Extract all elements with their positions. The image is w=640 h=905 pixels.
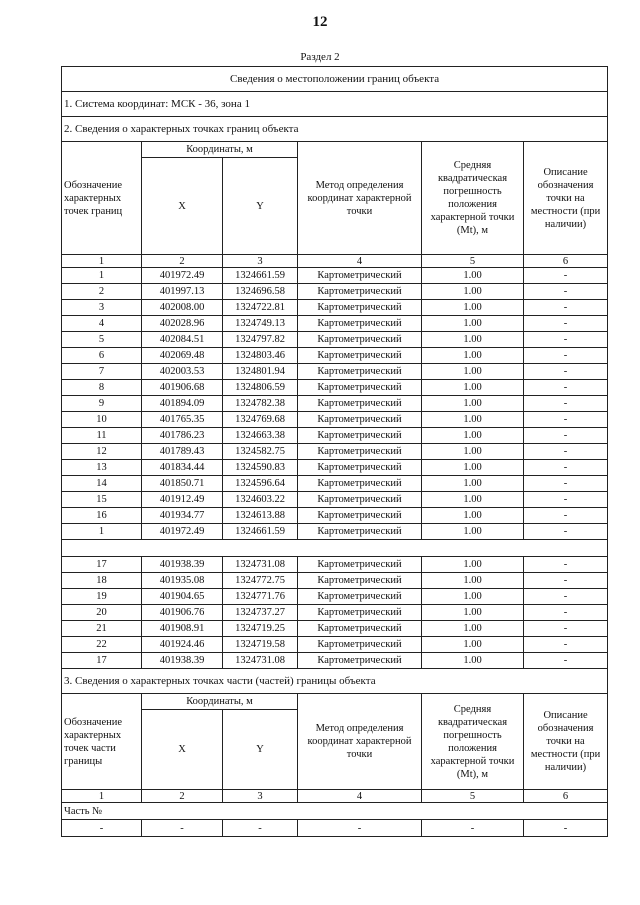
- method-cell: Картометрический: [298, 460, 422, 476]
- description-cell: -: [524, 605, 608, 621]
- table-row: [62, 316, 608, 332]
- table-row: [62, 653, 608, 669]
- contour-separator-row: [62, 540, 608, 557]
- method-cell: Картометрический: [298, 621, 422, 637]
- description-cell: -: [524, 637, 608, 653]
- method-cell: Картометрический: [298, 412, 422, 428]
- empty-cell: -: [422, 820, 524, 837]
- y-coordinate: 1324661.59: [223, 268, 298, 284]
- coord-system-text: 1. Система координат: МСК - 36, зона 1: [62, 92, 608, 117]
- method-cell: Картометрический: [298, 284, 422, 300]
- y-coordinate: 1324797.82: [223, 332, 298, 348]
- mt-cell: 1.00: [422, 300, 524, 316]
- y-coordinate: 1324582.75: [223, 444, 298, 460]
- y-coordinate: 1324590.83: [223, 460, 298, 476]
- method-cell: Картометрический: [298, 332, 422, 348]
- empty-cell: -: [524, 820, 608, 837]
- parts-header-coordinates: Координаты, м: [142, 694, 298, 710]
- header-x: X: [142, 158, 223, 255]
- method-cell: Картометрический: [298, 589, 422, 605]
- point-number: 11: [62, 428, 142, 444]
- mt-cell: 1.00: [422, 460, 524, 476]
- x-coordinate: 402008.00: [142, 300, 223, 316]
- point-number: 8: [62, 380, 142, 396]
- x-coordinate: 401850.71: [142, 476, 223, 492]
- column-number: 4: [298, 255, 422, 268]
- header-method: Метод определения координат характерной точки: [298, 142, 422, 255]
- x-coordinate: 401938.39: [142, 557, 223, 573]
- point-number: 21: [62, 621, 142, 637]
- boundary-table: [61, 66, 608, 837]
- method-cell: Картометрический: [298, 348, 422, 364]
- x-coordinate: 401972.49: [142, 268, 223, 284]
- point-number: 15: [62, 492, 142, 508]
- y-coordinate: 1324719.25: [223, 621, 298, 637]
- parts-header-mt: Средняя квадратическая погрешность положения характерной точки (Mt), м: [422, 694, 524, 790]
- y-coordinate: 1324603.22: [223, 492, 298, 508]
- x-coordinate: 401924.46: [142, 637, 223, 653]
- parts-header-x: X: [142, 710, 223, 790]
- point-number: 12: [62, 444, 142, 460]
- point-number: 10: [62, 412, 142, 428]
- method-cell: Картометрический: [298, 557, 422, 573]
- y-coordinate: 1324596.64: [223, 476, 298, 492]
- mt-cell: 1.00: [422, 380, 524, 396]
- mt-cell: 1.00: [422, 573, 524, 589]
- parts-header-description: Описание обозначения точки на местности (при наличии): [524, 694, 608, 790]
- description-cell: -: [524, 557, 608, 573]
- column-number: 1: [62, 255, 142, 268]
- header-coordinates: Координаты, м: [142, 142, 298, 158]
- column-number: 6: [524, 790, 608, 803]
- table-row: [62, 364, 608, 380]
- table-title: Сведения о местоположении границ объекта: [62, 67, 608, 92]
- x-coordinate: 401906.68: [142, 380, 223, 396]
- x-coordinate: 401935.08: [142, 573, 223, 589]
- table-row: [62, 508, 608, 524]
- y-coordinate: 1324696.58: [223, 284, 298, 300]
- mt-cell: 1.00: [422, 476, 524, 492]
- description-cell: -: [524, 573, 608, 589]
- point-number: 17: [62, 557, 142, 573]
- mt-cell: 1.00: [422, 637, 524, 653]
- y-coordinate: 1324737.27: [223, 605, 298, 621]
- mt-cell: 1.00: [422, 653, 524, 669]
- point-number: 14: [62, 476, 142, 492]
- y-coordinate: 1324749.13: [223, 316, 298, 332]
- y-coordinate: 1324769.68: [223, 412, 298, 428]
- y-coordinate: 1324719.58: [223, 637, 298, 653]
- description-cell: -: [524, 396, 608, 412]
- description-cell: -: [524, 332, 608, 348]
- table-row: [62, 332, 608, 348]
- table-row: [62, 268, 608, 284]
- table-row: [62, 284, 608, 300]
- header-description: Описание обозначения точки на местности (при наличии): [524, 142, 608, 255]
- method-cell: Картометрический: [298, 476, 422, 492]
- point-number: 7: [62, 364, 142, 380]
- x-coordinate: 402003.53: [142, 364, 223, 380]
- method-cell: Картометрический: [298, 316, 422, 332]
- table-row: [62, 605, 608, 621]
- description-cell: -: [524, 268, 608, 284]
- page-number: 12: [312, 14, 328, 30]
- point-number: 3: [62, 300, 142, 316]
- method-cell: Картометрический: [298, 364, 422, 380]
- point-number: 22: [62, 637, 142, 653]
- x-coordinate: 401894.09: [142, 396, 223, 412]
- method-cell: Картометрический: [298, 428, 422, 444]
- column-number: 3: [223, 255, 298, 268]
- empty-cell: -: [223, 820, 298, 837]
- method-cell: Картометрический: [298, 637, 422, 653]
- method-cell: Картометрический: [298, 524, 422, 540]
- section3-title: 3. Сведения о характерных точках части (частей) границы объекта: [62, 669, 608, 694]
- section2-title-row: [62, 117, 608, 142]
- description-cell: -: [524, 492, 608, 508]
- x-coordinate: 401765.35: [142, 412, 223, 428]
- table-row: [62, 524, 608, 540]
- empty-cell: -: [62, 820, 142, 837]
- method-cell: Картометрический: [298, 396, 422, 412]
- column-number: 2: [142, 790, 223, 803]
- table-row: [62, 557, 608, 573]
- x-coordinate: 401786.23: [142, 428, 223, 444]
- point-number: 2: [62, 284, 142, 300]
- mt-cell: 1.00: [422, 348, 524, 364]
- y-coordinate: 1324803.46: [223, 348, 298, 364]
- description-cell: -: [524, 460, 608, 476]
- y-coordinate: 1324731.08: [223, 653, 298, 669]
- method-cell: Картометрический: [298, 492, 422, 508]
- empty-cell: -: [142, 820, 223, 837]
- contour-separator: [62, 540, 608, 557]
- column-number: 5: [422, 790, 524, 803]
- header-row-1: [62, 142, 608, 158]
- x-coordinate: 401908.91: [142, 621, 223, 637]
- point-number: 17: [62, 653, 142, 669]
- x-coordinate: 401997.13: [142, 284, 223, 300]
- part-label: Часть №: [62, 803, 608, 820]
- mt-cell: 1.00: [422, 508, 524, 524]
- mt-cell: 1.00: [422, 444, 524, 460]
- mt-cell: 1.00: [422, 589, 524, 605]
- x-coordinate: 401789.43: [142, 444, 223, 460]
- point-number: 1: [62, 268, 142, 284]
- parts-header-row-1: [62, 694, 608, 710]
- header-y: Y: [223, 158, 298, 255]
- column-number: 2: [142, 255, 223, 268]
- x-coordinate: 401972.49: [142, 524, 223, 540]
- table-row: [62, 476, 608, 492]
- y-coordinate: 1324663.38: [223, 428, 298, 444]
- mt-cell: 1.00: [422, 364, 524, 380]
- x-coordinate: 401834.44: [142, 460, 223, 476]
- y-coordinate: 1324613.88: [223, 508, 298, 524]
- column-number: 5: [422, 255, 524, 268]
- mt-cell: 1.00: [422, 332, 524, 348]
- point-number: 16: [62, 508, 142, 524]
- table-row: [62, 460, 608, 476]
- description-cell: -: [524, 284, 608, 300]
- point-number: 20: [62, 605, 142, 621]
- x-coordinate: 402069.48: [142, 348, 223, 364]
- table-row: [62, 428, 608, 444]
- mt-cell: 1.00: [422, 316, 524, 332]
- description-cell: -: [524, 621, 608, 637]
- table-row: [62, 396, 608, 412]
- y-coordinate: 1324772.75: [223, 573, 298, 589]
- description-cell: -: [524, 653, 608, 669]
- description-cell: -: [524, 444, 608, 460]
- section2-title: 2. Сведения о характерных точках границ объекта: [62, 117, 608, 142]
- section3-title-row: [62, 669, 608, 694]
- description-cell: -: [524, 300, 608, 316]
- method-cell: Картометрический: [298, 268, 422, 284]
- column-number-row: [62, 255, 608, 268]
- table-row: [62, 380, 608, 396]
- y-coordinate: 1324771.76: [223, 589, 298, 605]
- method-cell: Картометрический: [298, 380, 422, 396]
- method-cell: Картометрический: [298, 444, 422, 460]
- table-row: [62, 589, 608, 605]
- parts-header-method: Метод определения координат характерной точки: [298, 694, 422, 790]
- x-coordinate: 401906.76: [142, 605, 223, 621]
- column-number: 1: [62, 790, 142, 803]
- table-row: [62, 300, 608, 316]
- table-title-row: [62, 67, 608, 92]
- mt-cell: 1.00: [422, 524, 524, 540]
- mt-cell: 1.00: [422, 396, 524, 412]
- mt-cell: 1.00: [422, 412, 524, 428]
- method-cell: Картометрический: [298, 605, 422, 621]
- part-label-row: [62, 803, 608, 820]
- table-row: [62, 621, 608, 637]
- y-coordinate: 1324722.81: [223, 300, 298, 316]
- point-number: 1: [62, 524, 142, 540]
- x-coordinate: 401904.65: [142, 589, 223, 605]
- description-cell: -: [524, 412, 608, 428]
- y-coordinate: 1324731.08: [223, 557, 298, 573]
- header-mt: Средняя квадратическая погрешность положения характерной точки (Mt), м: [422, 142, 524, 255]
- mt-cell: 1.00: [422, 268, 524, 284]
- header-point-designation: Обозначение характерных точек границ: [62, 142, 142, 255]
- method-cell: Картометрический: [298, 653, 422, 669]
- method-cell: Картометрический: [298, 300, 422, 316]
- method-cell: Картометрический: [298, 573, 422, 589]
- y-coordinate: 1324801.94: [223, 364, 298, 380]
- mt-cell: 1.00: [422, 492, 524, 508]
- table-row: [62, 573, 608, 589]
- column-number: 3: [223, 790, 298, 803]
- table-row: [62, 637, 608, 653]
- table-row: [62, 492, 608, 508]
- point-number: 19: [62, 589, 142, 605]
- method-cell: Картометрический: [298, 508, 422, 524]
- parts-column-number-row: [62, 790, 608, 803]
- section-label: Раздел 2: [300, 51, 340, 63]
- column-number: 4: [298, 790, 422, 803]
- x-coordinate: 402084.51: [142, 332, 223, 348]
- description-cell: -: [524, 428, 608, 444]
- x-coordinate: 401934.77: [142, 508, 223, 524]
- description-cell: -: [524, 348, 608, 364]
- description-cell: -: [524, 524, 608, 540]
- x-coordinate: 402028.96: [142, 316, 223, 332]
- description-cell: -: [524, 476, 608, 492]
- point-number: 5: [62, 332, 142, 348]
- point-number: 13: [62, 460, 142, 476]
- y-coordinate: 1324806.59: [223, 380, 298, 396]
- table-row: [62, 444, 608, 460]
- parts-header-point-designation: Обозначение характерных точек части границы: [62, 694, 142, 790]
- table-row: [62, 412, 608, 428]
- mt-cell: 1.00: [422, 605, 524, 621]
- point-number: 6: [62, 348, 142, 364]
- description-cell: -: [524, 380, 608, 396]
- coord-system-row: [62, 92, 608, 117]
- x-coordinate: 401938.39: [142, 653, 223, 669]
- point-number: 9: [62, 396, 142, 412]
- point-number: 18: [62, 573, 142, 589]
- empty-cell: -: [298, 820, 422, 837]
- part-empty-row: [62, 820, 608, 837]
- y-coordinate: 1324661.59: [223, 524, 298, 540]
- x-coordinate: 401912.49: [142, 492, 223, 508]
- mt-cell: 1.00: [422, 428, 524, 444]
- description-cell: -: [524, 316, 608, 332]
- description-cell: -: [524, 589, 608, 605]
- table-row: [62, 348, 608, 364]
- description-cell: -: [524, 364, 608, 380]
- parts-header-y: Y: [223, 710, 298, 790]
- y-coordinate: 1324782.38: [223, 396, 298, 412]
- column-number: 6: [524, 255, 608, 268]
- point-number: 4: [62, 316, 142, 332]
- description-cell: -: [524, 508, 608, 524]
- mt-cell: 1.00: [422, 557, 524, 573]
- mt-cell: 1.00: [422, 621, 524, 637]
- mt-cell: 1.00: [422, 284, 524, 300]
